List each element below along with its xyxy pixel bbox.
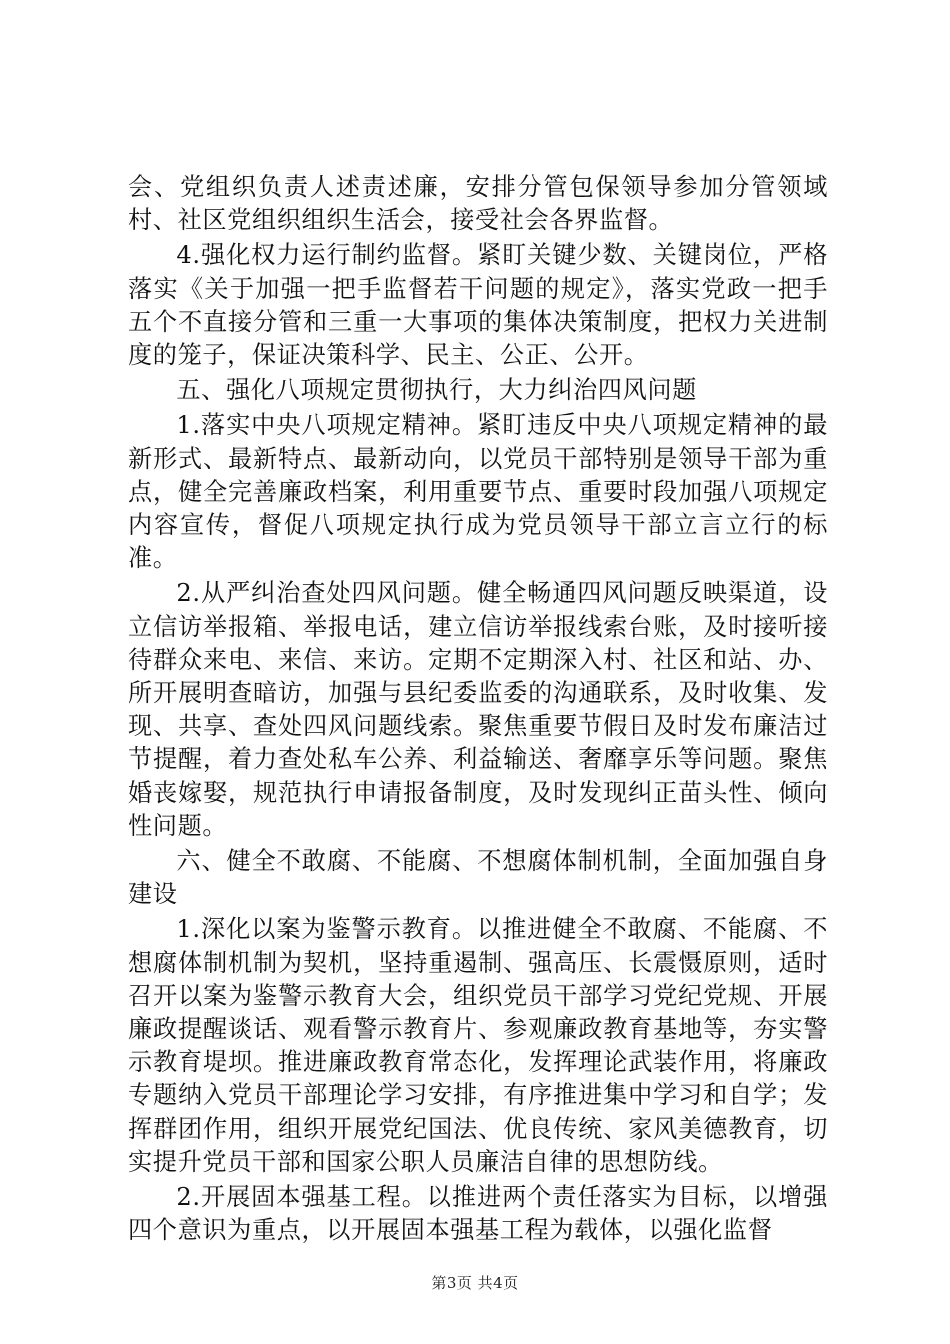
section-heading-6: 六、健全不敢腐、不能腐、不想腐体制机制，全面加强自身建设 xyxy=(128,847,828,909)
paragraph-6: 2.开展固本强基工程。以推进两个责任落实为目标，以增强四个意识为重点，以开展固本强基工程为载体，以强化监督 xyxy=(128,1183,828,1245)
paragraph-1: 会、党组织负责人述责述廉，安排分管包保领导参加分管领域村、社区党组织组织生活会，接受社会各界监督。 xyxy=(128,173,828,235)
section-heading-5: 五、强化八项规定贯彻执行，大力纠治四风问题 xyxy=(176,376,697,405)
paragraph-4: 2.从严纠治查处四风问题。健全畅通四风问题反映渠道，设立信访举报箱、举报电话，建立信访举报线索台账，及时接听接待群众来电、来信、来访。定期不定期深入村、社区和站、办、所开展明查暗访，加强与县纪委监委的沟通联系，及时收集、发现、共享、查处四风问题线索。聚焦重要节假日及时发布廉洁过节提醒，着力查处私车公养、利益输送、奢靡享乐等问题。聚焦婚丧嫁娶，规范执行申请报备制度，及时发现纠正苗头性、倾向性问题。 xyxy=(128,579,828,840)
document-body xyxy=(128,171,828,1250)
page-footer: 第3页 共4页 xyxy=(431,1274,519,1292)
paragraph-3: 1.落实中央八项规定精神。紧盯违反中央八项规定精神的最新形式、最新特点、最新动向，以党员干部特别是领导干部为重点，健全完善廉政档案，利用重要节点、重要时段加强八项规定内容宣传，督促八项规定执行成为党员领导干部立言立行的标准。 xyxy=(128,411,828,573)
paragraph-5: 1.深化以案为鉴警示教育。以推进健全不敢腐、不能腐、不想腐体制机制为契机，坚持重遏制、强高压、长震慑原则，适时召开以案为鉴警示教育大会，组织党员干部学习党纪党规、开展廉政提醒谈话、观看警示教育片、参观廉政教育基地等，夯实警示教育堤坝。推进廉政教育常态化，发挥理论武装作用，将廉政专题纳入党员干部理论学习安排，有序推进集中学习和自学；发挥群团作用，组织开展党纪国法、优良传统、家风美德教育，切实提升党员干部和国家公职人员廉洁自律的思想防线。 xyxy=(128,915,828,1176)
paragraph-2: 4.强化权力运行制约监督。紧盯关键少数、关键岗位，严格落实《关于加强一把手监督若干问题的规定》，落实党政一把手五个不直接分管和三重一大事项的集体决策制度，把权力关进制度的笼子，保证决策科学、民主、公正、公开。 xyxy=(128,241,828,370)
